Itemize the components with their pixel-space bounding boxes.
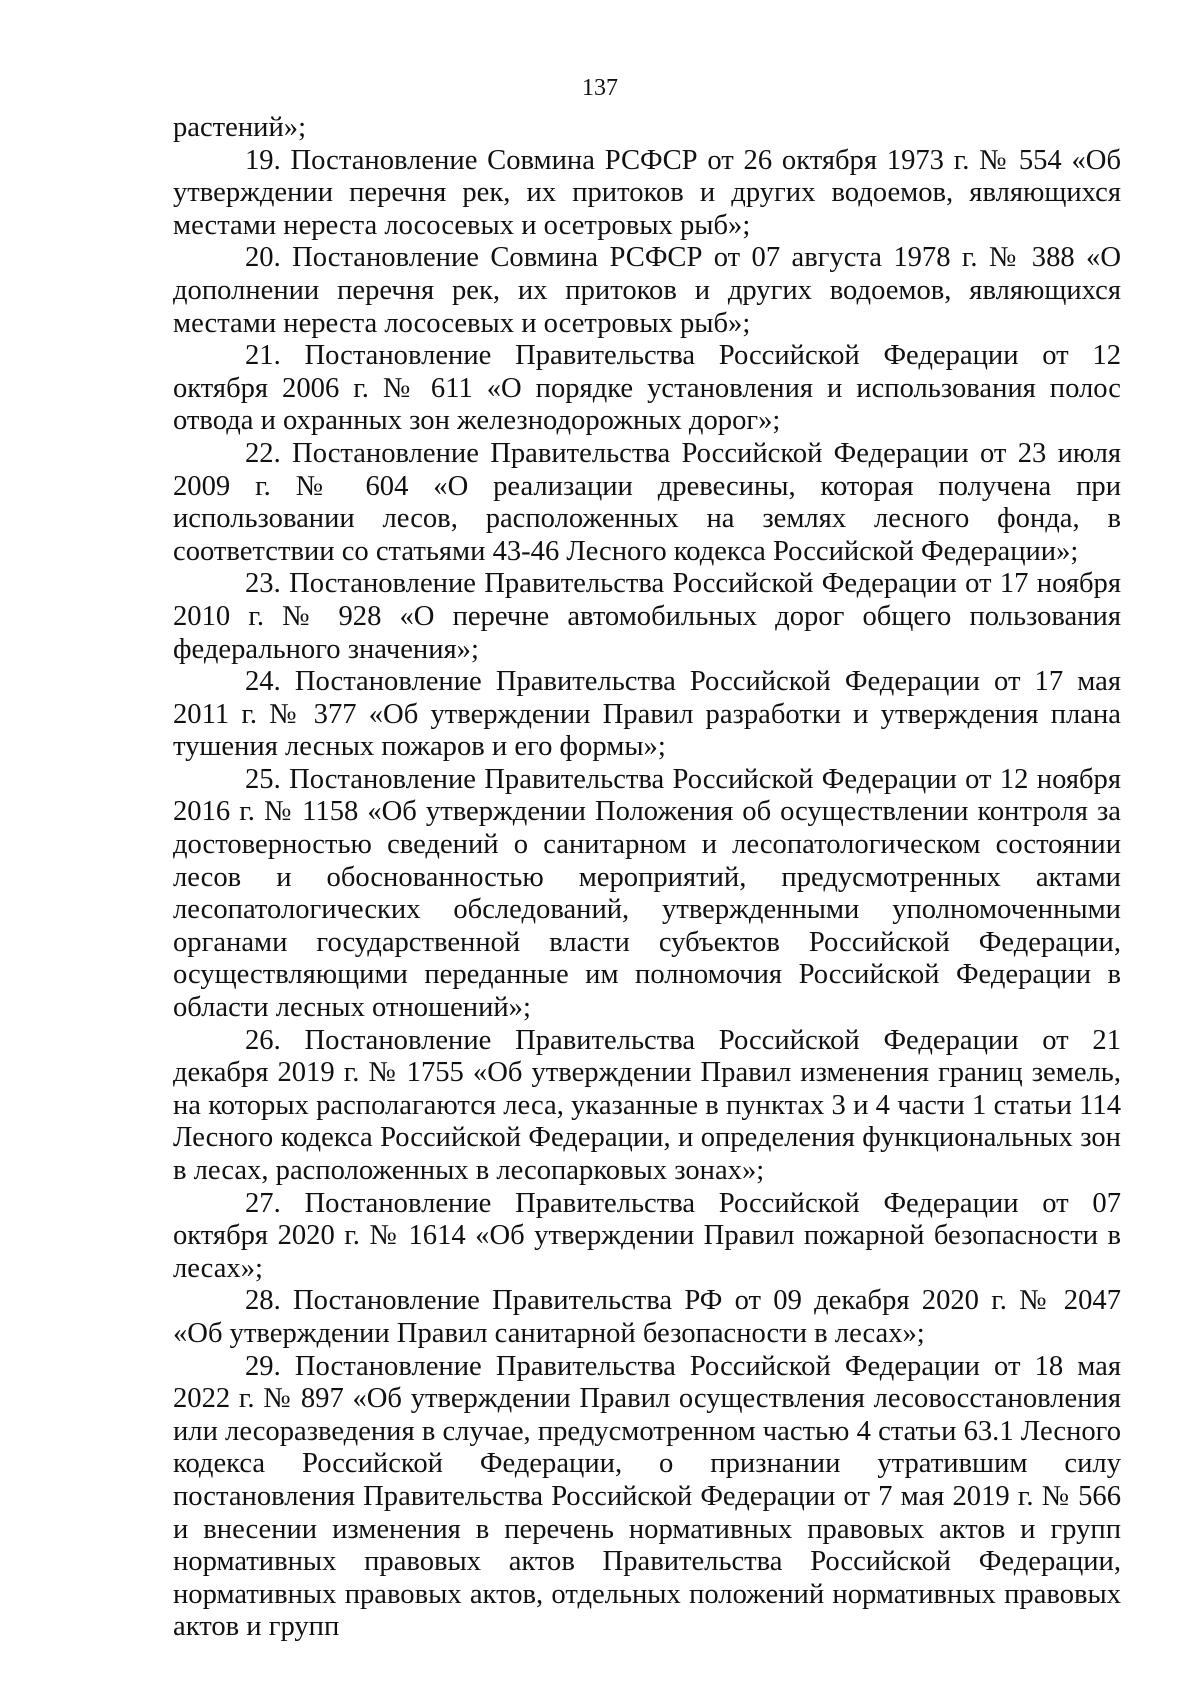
list-item-20: 20. Постановление Совмина РСФСР от 07 августа 1978 г. № 388 «О дополнении перечня рек, их притоков и других водоемов, являющихся местами нереста лососевых и осетровых рыб»; (173, 242, 1121, 339)
list-item-19: 19. Постановление Совмина РСФСР от 26 октября 1973 г. № 554 «Об утверждении перечня рек, их притоков и других водоемов, являющихся местами нереста лососевых и осетровых рыб»; (173, 144, 1121, 241)
list-item-29: 29. Постановление Правительства Российской Федерации от 18 мая 2022 г. № 897 «Об утверждении Правил осуществления лесовосстановления или лесоразведения в случае, предусмотренном частью 4 статьи 63.1 Лесного кодекса Российской Федерации, о признании утратившим силу постановления Правительства Российской Федерации от 7 мая 2019 г. № 566 и внесении изменения в перечень нормативных правовых актов и групп нормативных правовых актов Правительства Российской Федерации, нормативных правовых актов, отдельных положений нормативных правовых актов и групп (173, 1350, 1121, 1643)
list-item-25: 25. Постановление Правительства Российской Федерации от 12 ноября 2016 г. № 1158 «Об утверждении Положения об осуществлении контроля за достоверностью сведений о санитарном и лесопатологическом состоянии лесов и обоснованностью мероприятий, предусмотренных актами лесопатологических обследований, утвержденными уполномоченными органами государственной власти субъектов Российской Федерации, осуществляющими переданные им полномочия Российской Федерации в области лесных отношений»; (173, 763, 1121, 1024)
list-item-23: 23. Постановление Правительства Российской Федерации от 17 ноября 2010 г. № 928 «О перечне автомобильных дорог общего пользования федерального значения»; (173, 568, 1121, 665)
list-item-22: 22. Постановление Правительства Российской Федерации от 23 июля 2009 г. № 604 «О реализации древесины, которая получена при использовании лесов, расположенных на землях лесного фонда, в соответствии со статьями 43-46 Лесного кодекса Российской Федерации»; (173, 437, 1121, 567)
list-item-24: 24. Постановление Правительства Российской Федерации от 17 мая 2011 г. № 377 «Об утверждении Правил разработки и утверждения плана тушения лесных пожаров и его формы»; (173, 666, 1121, 763)
list-item-18-continuation: растений»; (173, 112, 307, 143)
list-item-27: 27. Постановление Правительства Российской Федерации от 07 октября 2020 г. № 1614 «Об утверждении Правил пожарной безопасности в лесах»; (173, 1187, 1121, 1284)
page-number: 137 (582, 75, 618, 101)
document-body (173, 112, 1121, 1644)
list-item-28: 28. Постановление Правительства РФ от 09 декабря 2020 г. № 2047 «Об утверждении Правил санитарной безопасности в лесах»; (173, 1285, 1121, 1349)
list-item-21: 21. Постановление Правительства Российской Федерации от 12 октября 2006 г. № 611 «О порядке установления и использования полос отвода и охранных зон железнодорожных дорог»; (173, 340, 1121, 437)
list-item-26: 26. Постановление Правительства Российской Федерации от 21 декабря 2019 г. № 1755 «Об утверждении Правил изменения границ земель, на которых располагаются леса, указанные в пунктах 3 и 4 части 1 статьи 114 Лесного кодекса Российской Федерации, и определения функциональных зон в лесах, расположенных в лесопарковых зонах»; (173, 1024, 1121, 1186)
